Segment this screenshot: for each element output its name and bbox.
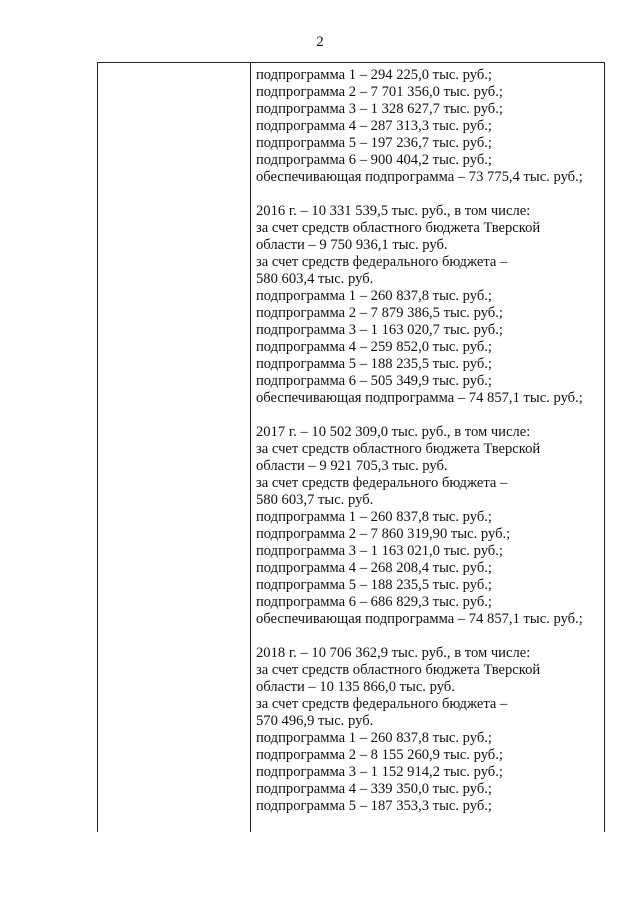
text-line: подпрограмма 3 – 1 163 021,0 тыс. руб.; <box>256 543 503 559</box>
text-line: подпрограмма 3 – 1 163 020,7 тыс. руб.; <box>256 322 503 338</box>
text-line: 2016 г. – 10 331 539,5 тыс. руб., в том числе: <box>256 203 531 219</box>
text-line: 2017 г. – 10 502 309,0 тыс. руб., в том числе: <box>256 424 531 440</box>
text-line: обеспечивающая подпрограмма – 73 775,4 тыс. руб.; <box>256 169 583 185</box>
text-line: подпрограмма 6 – 505 349,9 тыс. руб.; <box>256 373 492 389</box>
text-line: за счет средств областного бюджета Тверской <box>256 441 541 457</box>
text-line: подпрограмма 5 – 188 235,5 тыс. руб.; <box>256 577 492 593</box>
table-right-cell <box>256 67 601 815</box>
text-line: подпрограмма 5 – 188 235,5 тыс. руб.; <box>256 356 492 372</box>
text-line: подпрограмма 2 – 7 860 319,90 тыс. руб.; <box>256 526 511 542</box>
text-line: подпрограмма 4 – 287 313,3 тыс. руб.; <box>256 118 492 134</box>
text-line: за счет средств федерального бюджета – <box>256 254 508 270</box>
text-line: обеспечивающая подпрограмма – 74 857,1 тыс. руб.; <box>256 390 583 406</box>
text-line: подпрограмма 3 – 1 328 627,7 тыс. руб.; <box>256 101 503 117</box>
text-line: подпрограмма 5 – 197 236,7 тыс. руб.; <box>256 135 492 151</box>
text-line: подпрограмма 2 – 7 879 386,5 тыс. руб.; <box>256 305 503 321</box>
text-line: за счет средств федерального бюджета – <box>256 696 508 712</box>
text-line: области – 9 750 936,1 тыс. руб. <box>256 237 448 253</box>
text-line: подпрограмма 6 – 900 404,2 тыс. руб.; <box>256 152 492 168</box>
text-line: 570 496,9 тыс. руб. <box>256 713 374 729</box>
block-2016 <box>256 203 601 407</box>
table-left-cell <box>98 63 251 832</box>
text-line: подпрограмма 4 – 259 852,0 тыс. руб.; <box>256 339 492 355</box>
text-line: подпрограмма 4 – 339 350,0 тыс. руб.; <box>256 781 492 797</box>
text-line: подпрограмма 1 – 294 225,0 тыс. руб.; <box>256 67 492 83</box>
text-line: 580 603,4 тыс. руб. <box>256 271 374 287</box>
text-line: подпрограмма 3 – 1 152 914,2 тыс. руб.; <box>256 764 503 780</box>
text-line: 580 603,7 тыс. руб. <box>256 492 374 508</box>
block-2017 <box>256 424 601 628</box>
page-number: 2 <box>316 34 324 50</box>
text-line: подпрограмма 1 – 260 837,8 тыс. руб.; <box>256 288 492 304</box>
text-line: подпрограмма 2 – 7 701 356,0 тыс. руб.; <box>256 84 503 100</box>
text-line: подпрограмма 5 – 187 353,3 тыс. руб.; <box>256 798 492 814</box>
block-2015-subprograms <box>256 67 601 186</box>
text-line: области – 9 921 705,3 тыс. руб. <box>256 458 448 474</box>
text-line: области – 10 135 866,0 тыс. руб. <box>256 679 455 695</box>
text-line: подпрограмма 1 – 260 837,8 тыс. руб.; <box>256 509 492 525</box>
text-line: обеспечивающая подпрограмма – 74 857,1 тыс. руб.; <box>256 611 583 627</box>
text-line: подпрограмма 6 – 686 829,3 тыс. руб.; <box>256 594 492 610</box>
text-line: за счет средств областного бюджета Тверской <box>256 220 541 236</box>
text-line: за счет средств федерального бюджета – <box>256 475 508 491</box>
text-line: за счет средств областного бюджета Тверской <box>256 662 541 678</box>
text-line: подпрограмма 2 – 8 155 260,9 тыс. руб.; <box>256 747 503 763</box>
text-line: подпрограмма 4 – 268 208,4 тыс. руб.; <box>256 560 492 576</box>
budget-table <box>97 62 605 832</box>
block-2018 <box>256 645 601 815</box>
text-line: 2018 г. – 10 706 362,9 тыс. руб., в том числе: <box>256 645 531 661</box>
text-line: подпрограмма 1 – 260 837,8 тыс. руб.; <box>256 730 492 746</box>
